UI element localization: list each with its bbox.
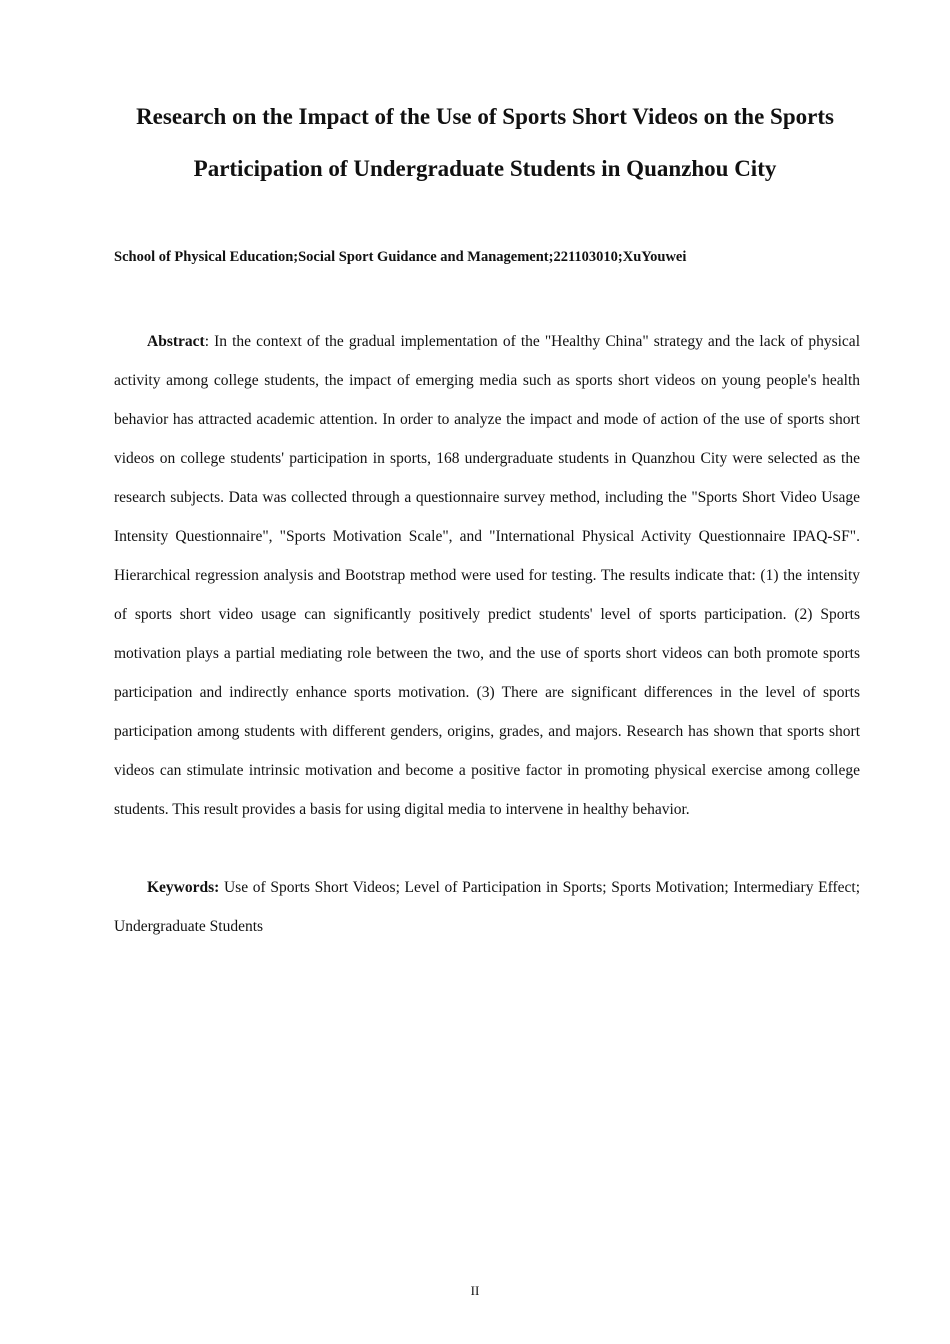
abstract-text: In the context of the gradual implementation of the "Healthy China" strategy and the lack of physical activity among college students, the impact of emerging media such as sports short videos on young people's health behavior has attracted academic attention. In order to analyze the impact and mode of action of the use of sports short videos on college students' participation in sports, 168 undergraduate students in Quanzhou City were selected as the research subjects. Data was collected through a questionnaire survey method, including the "Sports Short Video Usage Intensity Questionnaire", "Sports Motivation Scale", and "International Physical Activity Questionnaire IPAQ-SF". Hierarchical regression analysis and Bootstrap method were used for testing. The results indicate that: (1) the intensity of sports short video usage can significantly positively predict students' level of sports participation. (2) Sports motivation plays a partial mediating role between the two, and the use of sports short videos can both promote sports participation and indirectly enhance sports motivation. (3) There are significant differences in the level of sports participation among students with different genders, origins, grades, and majors. Research has shown that sports short videos can stimulate intrinsic motivation and become a positive factor in promoting physical exercise among college students. This result provides a basis for using digital media to intervene in healthy behavior. [114,333,860,818]
keywords-label: Keywords: [147,879,220,896]
abstract-label: Abstract [147,333,205,350]
keywords-paragraph [114,868,860,946]
page-number: II [470,1283,480,1298]
paper-title-line-2: Participation of Undergraduate Students in Quanzhou City [193,156,777,181]
author-affiliation: School of Physical Education;Social Sport Guidance and Management;221103010;XuYouwei [114,249,687,265]
paper-title-line-1: Research on the Impact of the Use of Sports Short Videos on the Sports [136,104,834,129]
abstract-paragraph [114,322,860,829]
abstract-separator: : [204,333,215,350]
keywords-text: Use of Sports Short Videos; Level of Participation in Sports; Sports Motivation; Intermediary Effect; Undergraduate Students [114,879,860,935]
